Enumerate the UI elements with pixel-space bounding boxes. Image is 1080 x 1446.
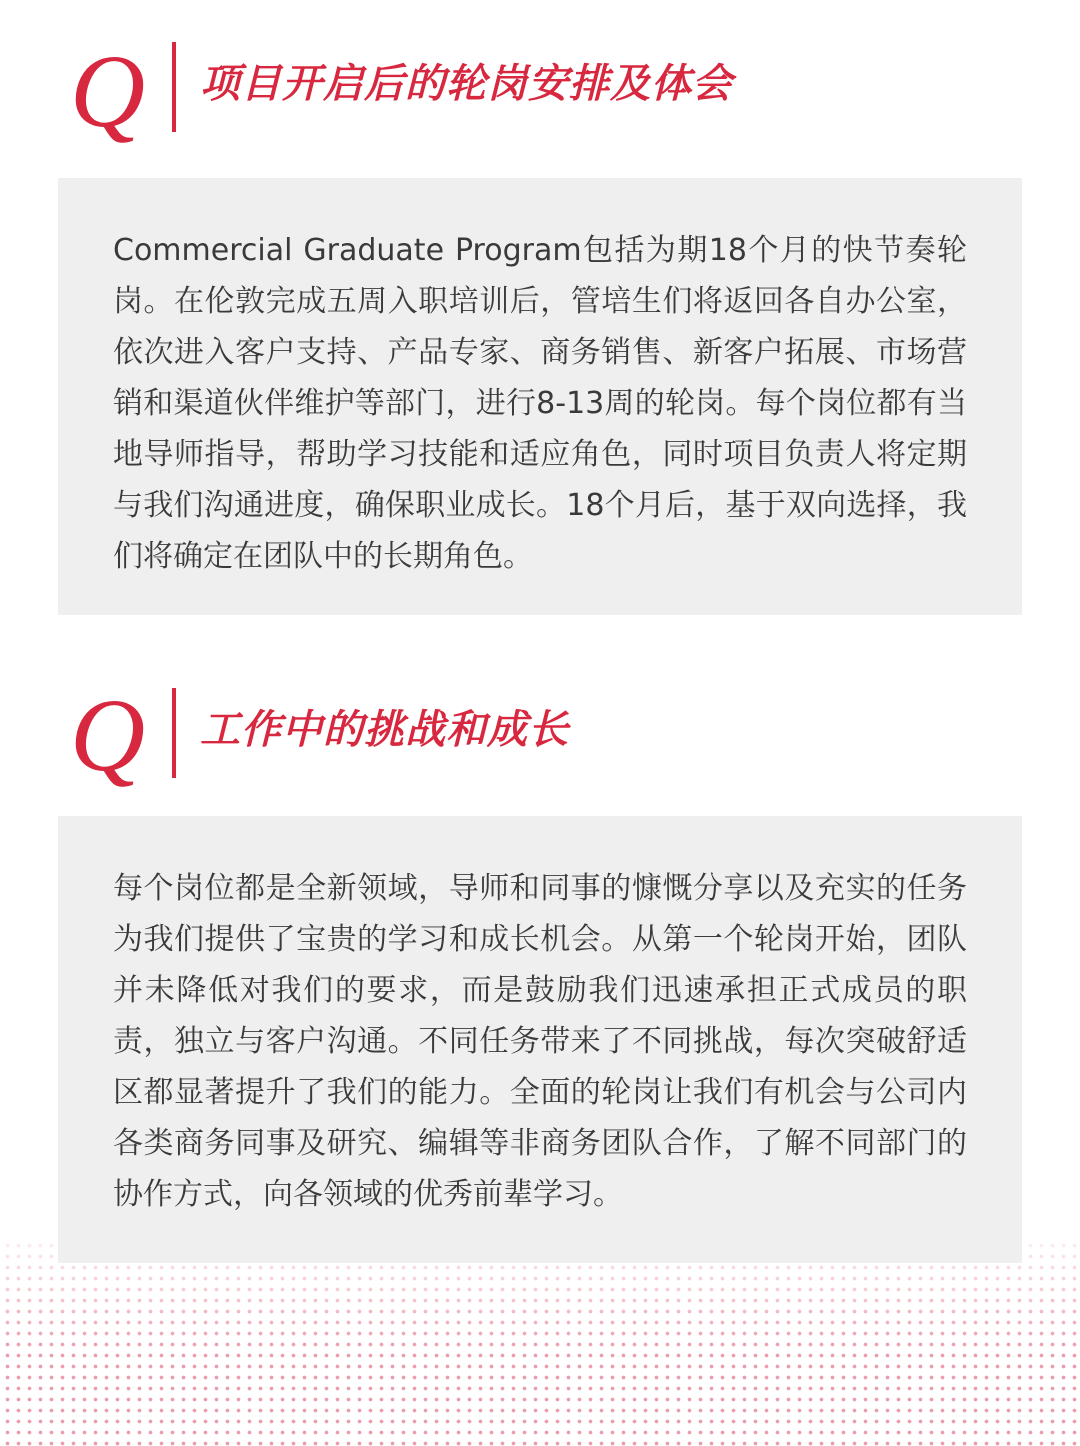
divider-bar-2 [172,688,176,778]
section-title-2: 工作中的挑战和成长 [200,707,569,753]
answer-card-1 [58,178,1022,615]
section-title-1: 项目开启后的轮岗安排及体会 [200,61,733,107]
answer-text-1: Commercial Graduate Program包括为期18个月的快节奏轮岗。在伦敦完成五周入职培训后，管培生们将返回各自办公室，依次进入客户支持、产品专家、商务销售、新客户拓展、市场营销和渠道伙伴维护等部门，进行8-13周的轮岗。每个岗位都有当地导师指导，帮助学习技能和适应角色，同时项目负责人将定期与我们沟通进度，确保职业成长。18个月后，基于双向选择，我们将确定在团队中的长期角色。 [113,233,967,574]
dotted-pattern-decoration [0,1238,1080,1446]
divider-bar-1 [172,42,176,132]
answer-card-2 [58,816,1022,1263]
q-marker-2: Q [70,678,146,793]
answer-text-2: 每个岗位都是全新领域，导师和同事的慷慨分享以及充实的任务为我们提供了宝贵的学习和成长机会。从第一个轮岗开始，团队并未降低对我们的要求，而是鼓励我们迅速承担正式成员的职责，独立与客户沟通。不同任务带来了不同挑战，每次突破舒适区都显著提升了我们的能力。全面的轮岗让我们有机会与公司内各类商务同事及研究、编辑等非商务团队合作，了解不同部门的协作方式，向各领域的优秀前辈学习。 [113,871,967,1212]
q-marker-1: Q [70,34,146,149]
